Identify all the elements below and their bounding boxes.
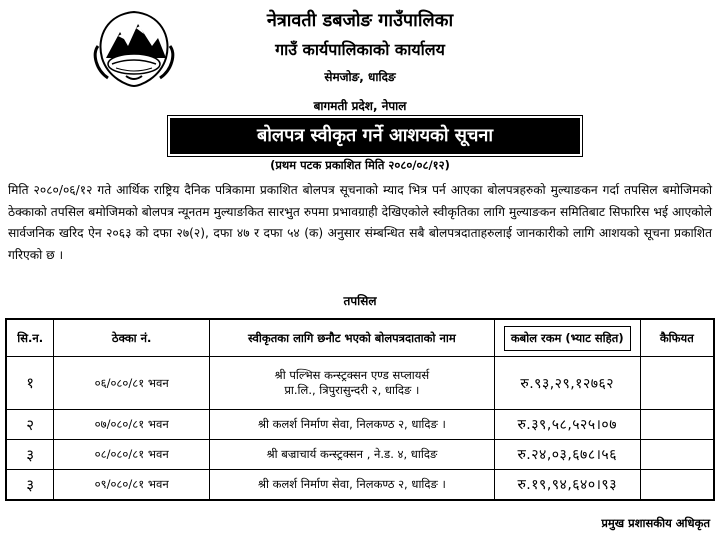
province-name: बागमती प्रदेश, नेपाल bbox=[313, 99, 407, 113]
cell-contract: ०६/०८०/८१ भवन bbox=[54, 357, 210, 410]
cell-bidder-name: श्री बज्राचार्य कन्स्ट्रक्सन , ने.ड. ४, धादिङ bbox=[209, 440, 494, 470]
bidder-name-line2: प्रा.लि., त्रिपुरासुन्दरी २, धादिङ । bbox=[284, 383, 420, 397]
header-amount bbox=[494, 319, 640, 357]
details-title: तपसिल bbox=[343, 294, 377, 308]
cell-contract: ०८/०८०/८१ भवन bbox=[54, 440, 210, 470]
table-row bbox=[6, 440, 714, 470]
notice-banner: बोलपत्र स्वीकृत गर्ने आशयको सूचना bbox=[170, 118, 580, 154]
cell-remarks bbox=[640, 440, 714, 470]
header-sn: सि.न. bbox=[6, 319, 54, 357]
header-contract: ठेक्का नं. bbox=[54, 319, 210, 357]
cell-remarks bbox=[640, 410, 714, 440]
table-header-row bbox=[6, 319, 714, 357]
cell-sn: ३ bbox=[6, 470, 54, 501]
cell-sn: ३ bbox=[6, 440, 54, 470]
contract-table bbox=[5, 318, 715, 501]
cell-amount: रु.३९,५८,५२५।०७ bbox=[494, 410, 640, 440]
published-date: (प्रथम पटक प्रकाशित मिति २०८०/०८/१२) bbox=[270, 158, 450, 172]
signature-title: प्रमुख प्रशासकीय अधिकृत bbox=[601, 516, 710, 530]
cell-amount: रु.९३,२९,१२७६२ bbox=[494, 357, 640, 410]
table-row bbox=[6, 357, 714, 410]
office-name: गाउँ कार्यपालिकाको कार्यालय bbox=[275, 40, 445, 59]
cell-bidder-name bbox=[209, 357, 494, 410]
cell-remarks bbox=[640, 357, 714, 410]
cell-contract: ०९/०८०/८१ भवन bbox=[54, 470, 210, 501]
cell-sn: १ bbox=[6, 357, 54, 410]
cell-amount: रु.२४,०३,६७८।५६ bbox=[494, 440, 640, 470]
cell-contract: ०७/०८०/८१ भवन bbox=[54, 410, 210, 440]
notice-body: मिति २०८०/०६/१२ गते आर्थिक राष्ट्रिय दैनिक पत्रिकामा प्रकाशित बोलपत्र सूचनाको म्याद भित्र पर्न आएका बोलपत्रहरुको मुल्याङकन गर्दा तपसिल बमोजिमको ठेक्काको तपसिल बमोजिमको बोलपत्र न्यूनतम मुल्याङकित सारभुत रुपमा प्रभावग्राही देखिएकोले स्वीकृतिका लागि मुल्याङकन समितिबाट सिफारिस भई आएकोले सार्वजनिक खरिद ऐन २०६३ को दफा २७(२), दफा ४७ र दफा ५४ (क) अनुसार संम्बन्धित सबै बोलपत्रदाताहरुलाई जानकारीको लागि आशयको सूचना प्रकाशित गरिएको छ । bbox=[8, 183, 712, 262]
cell-bidder-name: श्री कलर्श निर्माण सेवा, निलकण्ठ २, धादिङ । bbox=[209, 470, 494, 501]
cell-sn: २ bbox=[6, 410, 54, 440]
bidder-name-line1: श्री पल्भिस कन्स्ट्रक्सन एण्ड सप्लायर्स bbox=[274, 368, 430, 382]
header-remarks: कैफियत bbox=[640, 319, 714, 357]
cell-amount: रु.१९,९४,६४०।९३ bbox=[494, 470, 640, 501]
municipality-title: नेत्रावती डबजोङ गाउँपालिका bbox=[266, 10, 454, 31]
table-row bbox=[6, 470, 714, 501]
table-row bbox=[6, 410, 714, 440]
cell-bidder-name: श्री कलर्श निर्माण सेवा, निलकण्ठ २, धादिङ । bbox=[209, 410, 494, 440]
header-amount-label: कबोल रकम (भ्याट सहित) bbox=[504, 326, 631, 351]
cell-remarks bbox=[640, 470, 714, 501]
nepal-emblem-icon bbox=[88, 6, 180, 90]
header-bidder-name: स्वीकृतका लागि छनौट भएको बोलपत्रदाताको नाम bbox=[209, 319, 494, 357]
office-location: सेमजोङ, धादिङ bbox=[324, 70, 396, 84]
